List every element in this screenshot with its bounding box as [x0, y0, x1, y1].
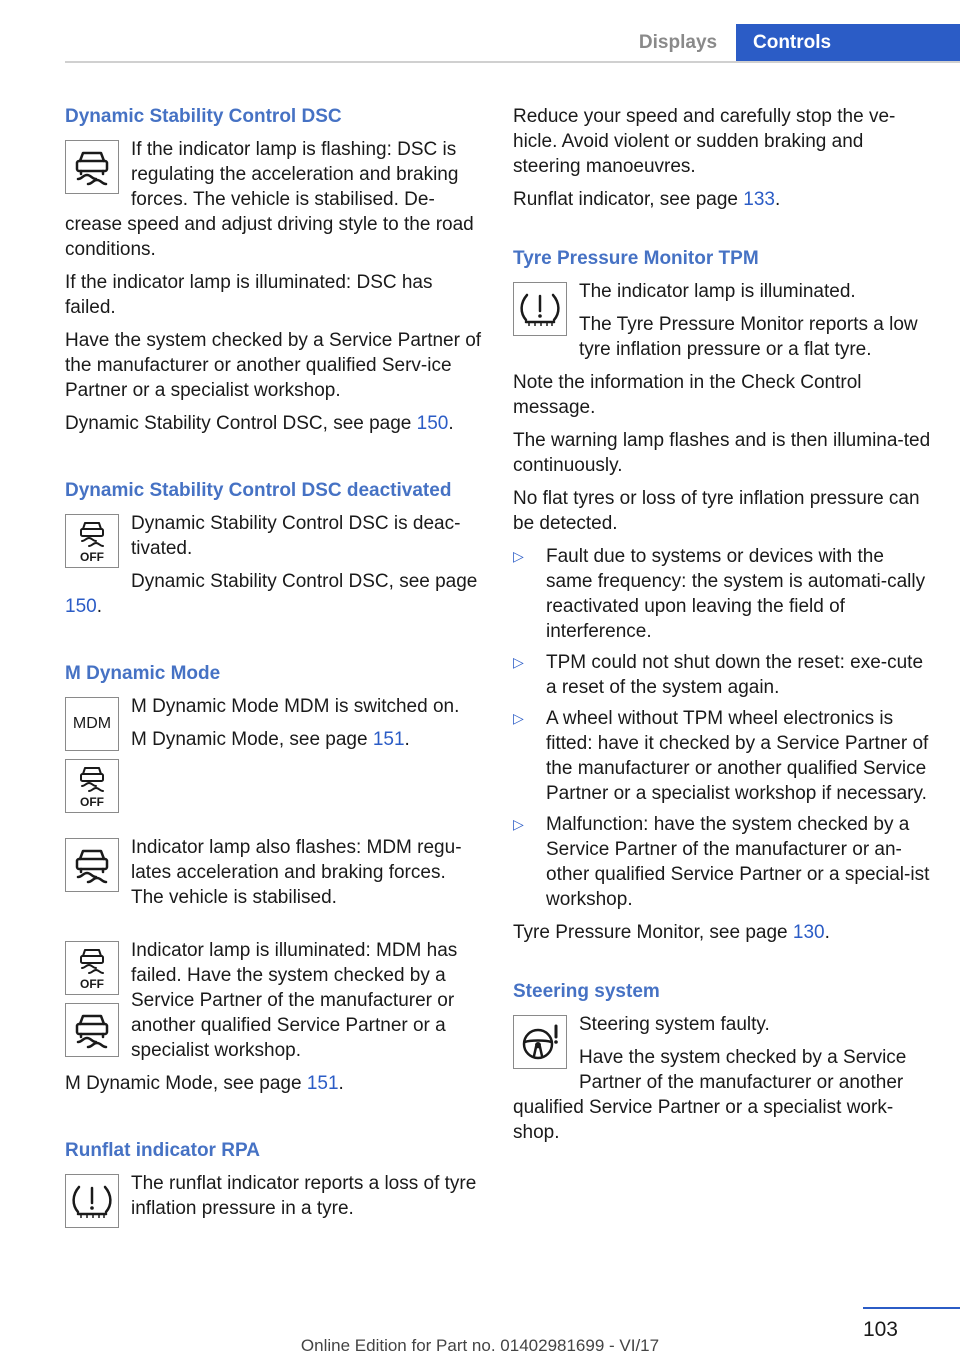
triangle-bullet-icon: ▷	[513, 710, 524, 726]
tab-displays[interactable]: Displays	[638, 32, 718, 53]
header-rule	[65, 61, 960, 63]
tpm-fault-list	[513, 544, 933, 912]
page-link-150[interactable]: 150	[65, 596, 97, 617]
dsc-off-reference	[65, 569, 483, 619]
rpa-reference	[513, 187, 933, 212]
dsc-off-lamp-icon	[65, 514, 119, 568]
tpm-text-3: Note the information in the Check Control message.	[513, 372, 862, 418]
page-link-150[interactable]: 150	[416, 413, 449, 434]
ref-end: .	[774, 189, 781, 210]
dsc-off-section	[65, 511, 483, 627]
mdm-text-2: Indicator lamp also flashes: MDM regu‐lates acceleration and braking forces. The vehicle is stabilised.	[131, 837, 462, 908]
svg-text:OFF: OFF	[80, 550, 104, 563]
list-item-text: A wheel without TPM wheel electronics is fitted: have it checked by a Service Partner of the manufacturer or another qualified Service Partner or a specialist workshop if necessary.	[546, 708, 929, 804]
mdm-text-3: Indicator lamp is illuminated: MDM has failed. Have the system checked by a Service Partner of the manufacturer or another qualified Service Partner or a specialist workshop.	[131, 940, 458, 1061]
mdm-heading: M Dynamic Mode	[65, 663, 221, 684]
list-item	[513, 650, 933, 700]
triangle-bullet-icon: ▷	[513, 816, 524, 832]
steering-text-1: Steering system faulty.	[579, 1014, 770, 1035]
tpm-text-4: The warning lamp flashes and is then illumina‐ted continuously.	[513, 430, 931, 476]
page-link-130[interactable]: 130	[792, 922, 825, 943]
footer-edition: Online Edition for Part no. 01402981699 - VI/17	[300, 1336, 660, 1355]
page-link-133[interactable]: 133	[743, 189, 775, 210]
dsc-off-heading: Dynamic Stability Control DSC deactivated	[65, 480, 452, 501]
list-item-text: Malfunction: have the system checked by a Service Partner of the manufacturer or an‐other qualified Service Partner or a special‐ist workshop.	[546, 814, 930, 910]
tpm-text-1: The indicator lamp is illuminated.	[579, 281, 856, 302]
page-number: 103	[862, 1318, 898, 1341]
ref-text: Dynamic Stability Control DSC, see page	[131, 571, 478, 592]
ref-text: Runflat indicator, see page	[513, 189, 744, 210]
dsc-heading: Dynamic Stability Control DSC	[65, 106, 342, 127]
dsc-lamp-icon	[65, 140, 119, 194]
dsc-text-1: If the indicator lamp is flashing: DSC is regulating the acceleration and braking forces. The vehicle is stabilised. De‐crease speed and adjust driving style to the road conditions.	[65, 139, 474, 260]
mdm-lamp-icon: MDM	[65, 697, 119, 751]
list-item	[513, 812, 933, 912]
tpm-text-2: The Tyre Pressure Monitor reports a low tyre inflation pressure or a flat tyre.	[579, 314, 918, 360]
tpm-text-5: No flat tyres or loss of tyre inflation pressure can be detected.	[513, 488, 920, 534]
mdm-flash-section	[65, 835, 483, 918]
list-item-text: TPM could not shut down the reset: exe‐cute a reset of the system again.	[546, 652, 924, 698]
tyre-warning-icon	[65, 1174, 119, 1228]
ref-end: .	[338, 1073, 344, 1094]
dsc-section	[65, 137, 483, 444]
mdm-failed-section	[65, 938, 483, 1104]
rpa-section	[65, 1171, 483, 1232]
list-item	[513, 544, 933, 644]
dsc-off-lamp-icon	[65, 759, 119, 813]
ref-text: Dynamic Stability Control DSC, see page	[65, 413, 417, 434]
steering-warning-icon	[513, 1015, 567, 1069]
dsc-text-2: If the indicator lamp is illuminated: DSC has failed.	[65, 272, 433, 318]
ref-text: Tyre Pressure Monitor, see page	[513, 922, 793, 943]
dsc-lamp-icon	[65, 1003, 119, 1057]
list-item-text: Fault due to systems or devices with the same frequency: the system is automati‐cally reactivated upon leaving the field of interference.	[546, 546, 926, 642]
rpa-text-1: The runflat indicator reports a loss of tyre inflation pressure in a tyre.	[131, 1173, 477, 1219]
ref-end: .	[96, 596, 102, 617]
svg-text:OFF: OFF	[80, 977, 104, 990]
ref-text: M Dynamic Mode, see page	[65, 1073, 307, 1094]
ref-text: M Dynamic Mode, see page	[131, 729, 373, 750]
left-column	[65, 104, 483, 1232]
ref-end: .	[448, 413, 454, 434]
ref-end: .	[824, 922, 830, 943]
svg-text:OFF: OFF	[80, 795, 104, 808]
triangle-bullet-icon: ▷	[513, 654, 524, 670]
tpm-heading: Tyre Pressure Monitor TPM	[513, 248, 759, 269]
steering-heading: Steering system	[513, 981, 660, 1002]
mdm-text-1: M Dynamic Mode MDM is switched on.	[131, 696, 460, 717]
right-column	[513, 104, 933, 1153]
tpm-reference	[513, 920, 933, 945]
triangle-bullet-icon: ▷	[513, 548, 524, 564]
mdm-reference	[65, 727, 483, 752]
dsc-off-lamp-icon	[65, 941, 119, 995]
dsc-text-3: Have the system checked by a Service Partner of the manufacturer or another qualified Serv‐ice Partner or a specialist workshop.	[65, 330, 482, 401]
rpa-heading: Runflat indicator RPA	[65, 1140, 260, 1161]
dsc-reference	[65, 411, 483, 436]
rpa-continued-text: Reduce your speed and carefully stop the ve‐hicle. Avoid violent or sudden braking and steering manoeuvres.	[513, 106, 896, 177]
page-link-151[interactable]: 151	[306, 1073, 339, 1094]
dsc-lamp-icon	[65, 838, 119, 892]
mdm-icon-stack	[65, 694, 119, 821]
tpm-section	[513, 279, 933, 370]
tab-controls[interactable]: Controls	[736, 24, 960, 63]
page-link-151[interactable]: 151	[372, 729, 405, 750]
list-item	[513, 706, 933, 806]
steering-section	[513, 1012, 933, 1153]
tyre-warning-icon	[513, 282, 567, 336]
steering-text-2: Have the system checked by a Service Partner of the manufacturer or another qualified Service Partner or a specialist work‐shop.	[513, 1047, 907, 1143]
mdm-section	[65, 694, 483, 821]
mdm-failed-icon-stack	[65, 938, 119, 1065]
mdm-reference-2	[65, 1071, 483, 1096]
page-number-rule	[863, 1307, 960, 1309]
dsc-off-text-1: Dynamic Stability Control DSC is deac‐tivated.	[131, 513, 461, 559]
ref-end: .	[404, 729, 410, 750]
